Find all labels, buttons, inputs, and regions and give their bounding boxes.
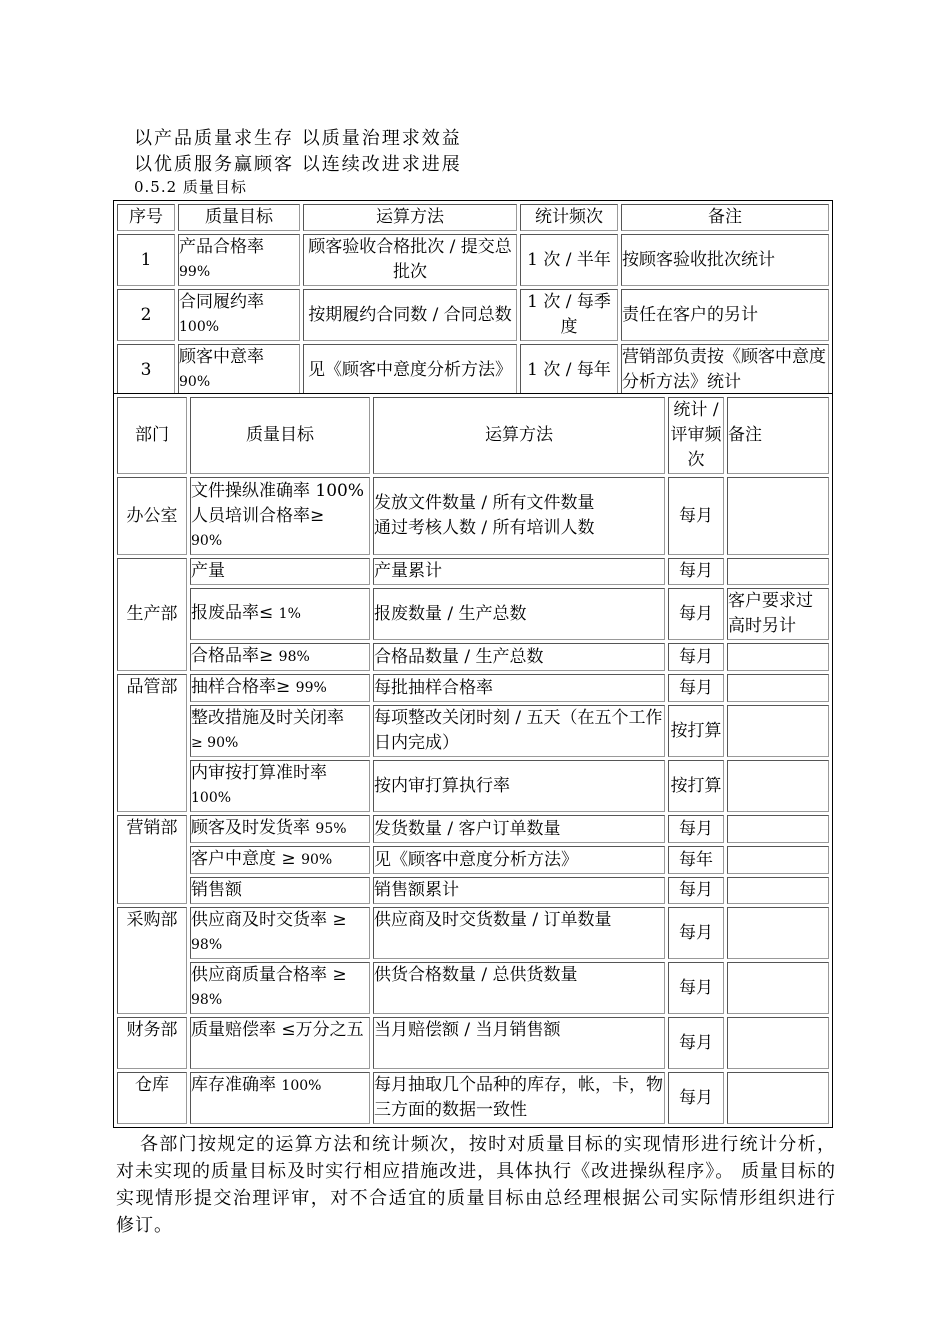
- department-quality-goals-table: [113, 393, 833, 1128]
- goal-cell: [190, 962, 370, 1014]
- method-cell: 见《顾客中意度分析方法》: [373, 846, 665, 874]
- goal-cell: [178, 289, 300, 341]
- department-production: 生产部: [117, 558, 187, 671]
- table-row: [117, 907, 829, 959]
- method-cell: 供应商及时交货数量 / 订单数量: [373, 907, 665, 959]
- goal-cell: [190, 674, 370, 702]
- goal-value: 99%: [179, 264, 211, 280]
- goal-cell: [178, 344, 300, 396]
- goal-name: 顾客中意率: [179, 347, 264, 367]
- note-cell: 客户要求过高时另计: [727, 588, 829, 640]
- goal-name: 产品合格率: [179, 237, 264, 257]
- table-row: [117, 760, 829, 812]
- frequency-cell: 1 次 / 每年: [520, 344, 618, 396]
- row-number: 2: [117, 289, 175, 341]
- table-row: [117, 289, 829, 341]
- table-row: [117, 1017, 829, 1069]
- note-cell: [727, 846, 829, 874]
- goal-cell: [190, 760, 370, 812]
- note-cell: [727, 815, 829, 843]
- table-row: [117, 674, 829, 702]
- header-goal: 质量目标: [178, 204, 300, 231]
- goal-name: 合格品率≥: [191, 646, 274, 666]
- table-row: [117, 962, 829, 1014]
- section-title: 0.5.2 质量目标: [134, 178, 247, 196]
- goal-name: 供应商质量合格率 ≥: [191, 965, 347, 985]
- goal-name: 客户中意度 ≥: [191, 849, 296, 869]
- row-number: 3: [117, 344, 175, 396]
- frequency-cell: 按打算: [668, 705, 724, 757]
- frequency-cell: 1 次 / 每季度: [520, 289, 618, 341]
- goal-value: 95%: [315, 821, 347, 837]
- goal-name: 顾客及时发货率: [191, 818, 310, 838]
- goal-name: 人员培训合格率≥: [191, 505, 325, 526]
- goal-cell: 质量赔偿率 ≤万分之五: [190, 1017, 370, 1069]
- goal-cell: 产量: [190, 558, 370, 585]
- header-method: 运算方法: [373, 397, 665, 474]
- goal-cell: [190, 477, 370, 555]
- frequency-cell: 每月: [668, 877, 724, 904]
- goal-cell: [190, 643, 370, 671]
- goal-cell: [190, 907, 370, 959]
- goal-cell: [190, 588, 370, 640]
- header-goal: 质量目标: [190, 397, 370, 474]
- note-cell: 责任在客户的另计: [621, 289, 829, 341]
- method-cell: 每月抽取几个品种的库存，帐，卡，物三方面的数据一致性: [373, 1072, 665, 1124]
- department-finance: 财务部: [117, 1017, 187, 1069]
- goal-cell: [190, 705, 370, 757]
- slogan-line-1: 以产品质量求生存 以质量治理求效益: [134, 128, 462, 149]
- method-line: 发放文件数量 / 所有文件数量: [374, 493, 595, 513]
- frequency-cell: 每月: [668, 907, 724, 959]
- method-cell: [373, 477, 665, 555]
- goal-value: 98%: [278, 649, 310, 665]
- table-row: [117, 877, 829, 904]
- frequency-cell: 1 次 / 半年: [520, 234, 618, 286]
- method-cell: 合格品数量 / 生产总数: [373, 643, 665, 671]
- method-cell: 当月赔偿额 / 当月销售额: [373, 1017, 665, 1069]
- table-row: [117, 1072, 829, 1124]
- method-line: 通过考核人数 / 所有培训人数: [374, 518, 595, 538]
- goal-value: 100%: [179, 319, 220, 335]
- frequency-cell: 每月: [668, 477, 724, 555]
- frequency-cell: 每月: [668, 1017, 724, 1069]
- goal-name: 文件操纵准确率 100%: [191, 480, 365, 501]
- goal-cell: [190, 815, 370, 843]
- goal-cell: 销售额: [190, 877, 370, 904]
- note-cell: [727, 877, 829, 904]
- frequency-cell: 每月: [668, 558, 724, 585]
- table-row: [117, 234, 829, 286]
- goal-name: 库存准确率: [191, 1075, 276, 1095]
- method-cell: 每批抽样合格率: [373, 674, 665, 702]
- note-cell: [727, 705, 829, 757]
- goal-name: 整改措施及时关闭率: [191, 708, 344, 728]
- table-header-row: [117, 204, 829, 231]
- frequency-cell: 每月: [668, 815, 724, 843]
- frequency-cell: 按打算: [668, 760, 724, 812]
- method-cell: 供货合格数量 / 总供货数量: [373, 962, 665, 1014]
- note-cell: [727, 477, 829, 555]
- goal-value: 90%: [191, 532, 223, 549]
- note-cell: [727, 643, 829, 671]
- goal-value: 1%: [278, 606, 301, 622]
- frequency-cell: 每月: [668, 588, 724, 640]
- method-cell: 销售额累计: [373, 877, 665, 904]
- header-frequency: 统计 / 评审频次: [668, 397, 724, 474]
- goal-value: 90%: [179, 374, 211, 390]
- method-cell: 按内审打算执行率: [373, 760, 665, 812]
- header-frequency: 统计频次: [520, 204, 618, 231]
- table-row: [117, 643, 829, 671]
- goal-value: 98%: [191, 992, 223, 1008]
- table-row: [117, 558, 829, 585]
- frequency-cell: 每月: [668, 962, 724, 1014]
- department-qc: 品管部: [117, 674, 187, 812]
- goal-value: 100%: [191, 790, 232, 806]
- department-sales: 营销部: [117, 815, 187, 904]
- note-cell: 营销部负责按《顾客中意度分析方法》统计: [621, 344, 829, 396]
- row-number: 1: [117, 234, 175, 286]
- department-warehouse: 仓库: [117, 1072, 187, 1124]
- goal-name: 抽样合格率≥: [191, 677, 291, 697]
- table-row: [117, 588, 829, 640]
- goal-value: 99%: [295, 680, 327, 696]
- company-quality-goals-table: [113, 200, 833, 400]
- goal-cell: [190, 846, 370, 874]
- goal-name: 内审按打算准时率: [191, 763, 327, 783]
- frequency-cell: 每年: [668, 846, 724, 874]
- header-department: 部门: [117, 397, 187, 474]
- table-row: [117, 344, 829, 396]
- note-cell: [727, 907, 829, 959]
- goal-name: 报废品率≤: [191, 603, 274, 623]
- slogan-line-2: 以优质服务赢顾客 以连续改进求进展: [134, 154, 462, 175]
- department-purchase: 采购部: [117, 907, 187, 1014]
- goal-cell: [178, 234, 300, 286]
- header-method: 运算方法: [303, 204, 517, 231]
- method-cell: 发货数量 / 客户订单数量: [373, 815, 665, 843]
- note-cell: [727, 1017, 829, 1069]
- goal-value: 100%: [281, 1078, 322, 1094]
- goal-name: 合同履约率: [179, 292, 264, 312]
- table-row: [117, 477, 829, 555]
- method-cell: 按期履约合同数 / 合同总数: [303, 289, 517, 341]
- method-cell: 顾客验收合格批次 / 提交总批次: [303, 234, 517, 286]
- header-note: 备注: [727, 397, 829, 474]
- method-cell: 见《顾客中意度分析方法》: [303, 344, 517, 396]
- goal-value: 90%: [301, 852, 333, 868]
- goal-value: ≥ 90%: [191, 735, 239, 751]
- frequency-cell: 每月: [668, 674, 724, 702]
- note-cell: [727, 558, 829, 585]
- method-cell: 每项整改关闭时刻 / 五天（在五个工作日内完成）: [373, 705, 665, 757]
- department-office: 办公室: [117, 477, 187, 555]
- header-note: 备注: [621, 204, 829, 231]
- note-cell: 按顾客验收批次统计: [621, 234, 829, 286]
- table-header-row: [117, 397, 829, 474]
- note-cell: [727, 962, 829, 1014]
- header-no: 序号: [117, 204, 175, 231]
- method-cell: 报废数量 / 生产总数: [373, 588, 665, 640]
- goal-cell: [190, 1072, 370, 1124]
- note-cell: [727, 674, 829, 702]
- table-row: [117, 846, 829, 874]
- table-row: [117, 815, 829, 843]
- closing-paragraph: 各部门按规定的运算方法和统计频次，按时对质量目标的实现情形进行统计分析，对未实现的质量目标及时实行相应措施改进，具体执行《改进操纵程序》。 质量目标的实现情形提交治理评审，对不合适宜的质量目标由总经理根据公司实际情形组织进行修订。: [116, 1134, 836, 1236]
- goal-value: 98%: [191, 937, 223, 953]
- frequency-cell: 每月: [668, 1072, 724, 1124]
- goal-name: 供应商及时交货率 ≥: [191, 910, 347, 930]
- note-cell: [727, 760, 829, 812]
- frequency-cell: 每月: [668, 643, 724, 671]
- table-row: [117, 705, 829, 757]
- method-cell: 产量累计: [373, 558, 665, 585]
- note-cell: [727, 1072, 829, 1124]
